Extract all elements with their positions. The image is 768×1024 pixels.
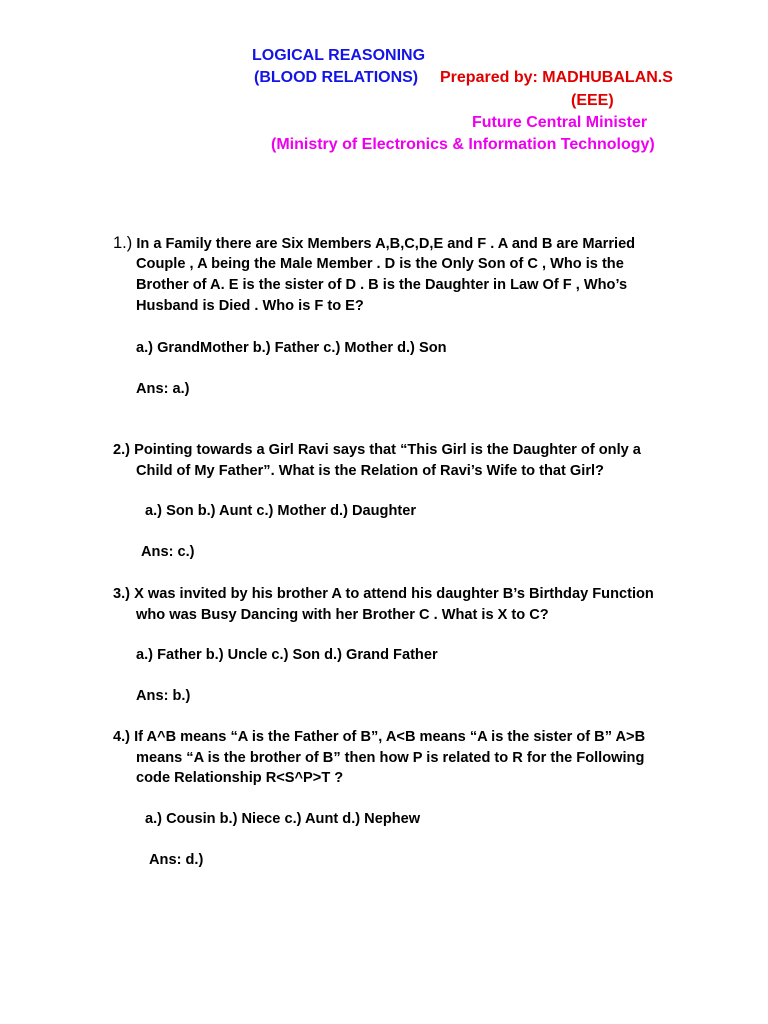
question-line: Couple , A being the Male Member . D is the Only Son of C , Who is the	[136, 256, 624, 272]
question-line: In a Family there are Six Members A,B,C,D,E and F . A and B are Married	[136, 236, 636, 252]
author-role: Future Central Minister	[472, 114, 648, 131]
answer-options: a.) Son b.) Aunt c.) Mother d.) Daughter	[145, 503, 417, 519]
question-number: 2.)	[113, 442, 131, 458]
question-line: Brother of A. E is the sister of D . B is the Daughter in Law Of F , Who’s	[136, 277, 628, 293]
answer: Ans: d.)	[149, 852, 204, 868]
answer-options: a.) Cousin b.) Niece c.) Aunt d.) Nephew	[145, 811, 421, 827]
ministry: (Ministry of Electronics & Information Technology)	[271, 136, 655, 153]
question-line: Husband is Died . Who is F to E?	[136, 298, 364, 314]
question-line: code Relationship R<S^P>T ?	[136, 770, 344, 786]
question-line: who was Busy Dancing with her Brother C . What is X to C?	[136, 607, 549, 623]
question-2	[113, 440, 641, 461]
question-line: Child of My Father”. What is the Relation of Ravi’s Wife to that Girl?	[136, 463, 604, 479]
question-number: 4.)	[113, 729, 131, 745]
answer: Ans: b.)	[136, 688, 191, 704]
question-4	[113, 727, 645, 748]
question-number: 3.)	[113, 586, 131, 602]
question-3	[113, 584, 654, 605]
question-line: means “A is the brother of B” then how P is related to R for the Following	[136, 750, 645, 766]
question-1	[113, 233, 635, 255]
title-line-2: (BLOOD RELATIONS)	[254, 69, 419, 86]
answer: Ans: c.)	[141, 544, 195, 560]
prepared-by: Prepared by: MADHUBALAN.S	[440, 69, 673, 86]
question-line: X was invited by his brother A to attend his daughter B’s Birthday Function	[134, 586, 654, 602]
answer-options: a.) Father b.) Uncle c.) Son d.) Grand Father	[136, 647, 438, 663]
department: (EEE)	[571, 92, 614, 109]
question-number: 1.)	[113, 234, 133, 252]
question-line: Pointing towards a Girl Ravi says that “This Girl is the Daughter of only a	[134, 442, 641, 458]
title-line-1: LOGICAL REASONING	[252, 47, 426, 64]
answer-options: a.) GrandMother b.) Father c.) Mother d.) Son	[136, 340, 447, 356]
question-line: If A^B means “A is the Father of B”, A<B means “A is the sister of B” A>B	[134, 729, 646, 745]
answer: Ans: a.)	[136, 381, 190, 397]
